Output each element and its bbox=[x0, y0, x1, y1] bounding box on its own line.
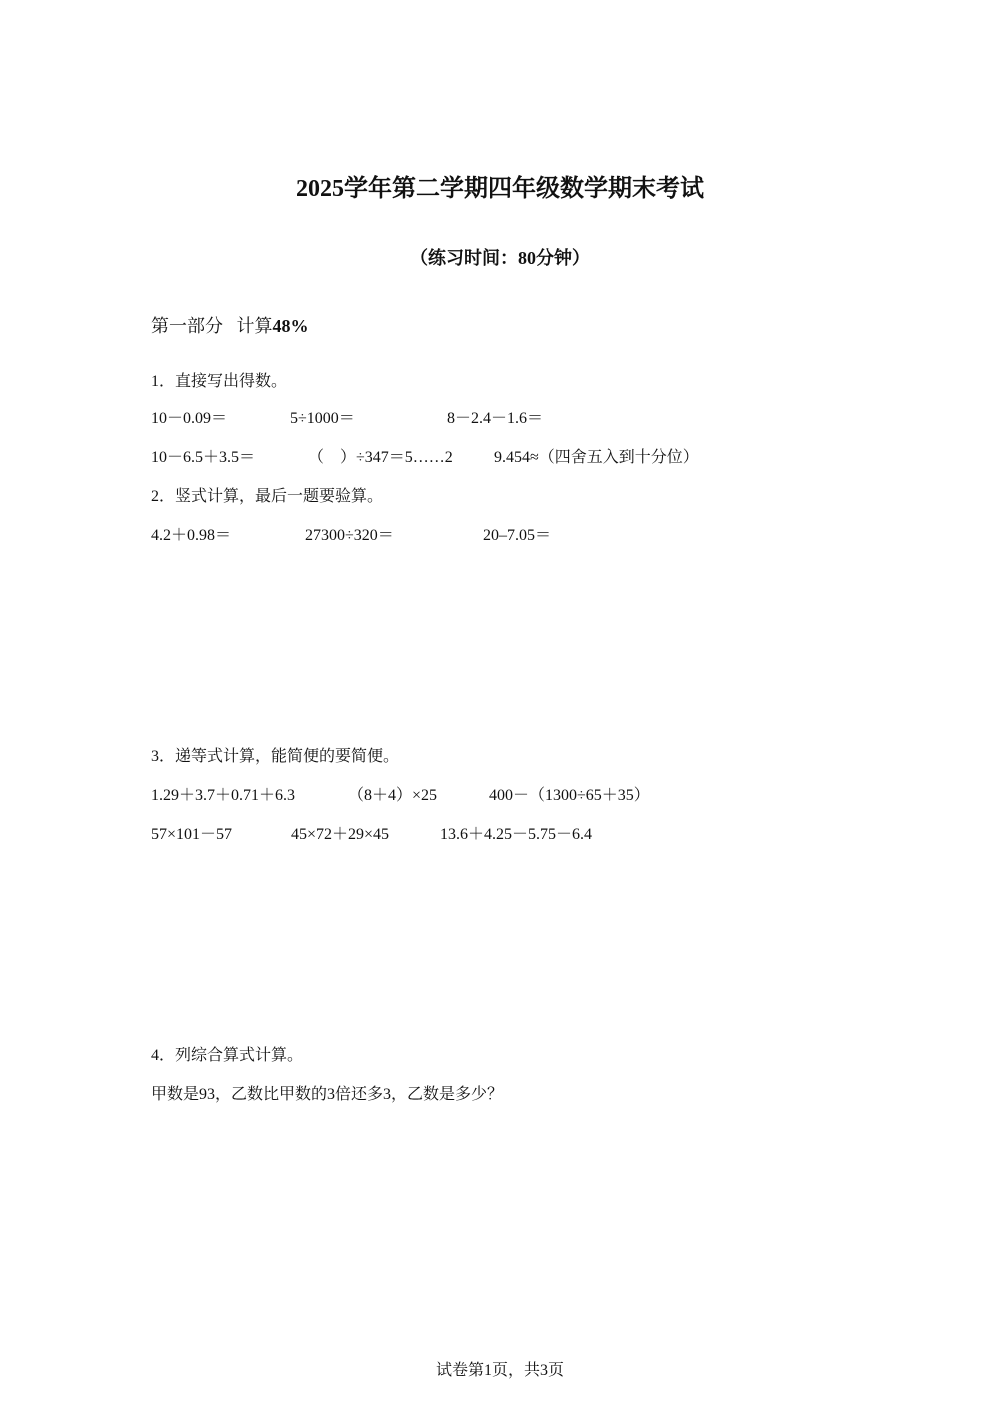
question-1-heading: 1．直接写出得数。 bbox=[151, 373, 288, 390]
q1-expr-5: （ ）÷347＝5……2 bbox=[308, 449, 453, 466]
question-4-heading: 4．列综合算式计算。 bbox=[151, 1047, 304, 1064]
q3-expr-5: 45×72＋29×45 bbox=[291, 826, 390, 843]
section-name: 计算 bbox=[236, 316, 273, 336]
section-label: 第一部分 bbox=[151, 316, 223, 336]
q2-expr-1: 4.2＋0.98＝ bbox=[151, 527, 232, 544]
q3-expr-4: 57×101－57 bbox=[151, 826, 233, 843]
section-heading bbox=[151, 312, 309, 338]
q1-expr-2: 5÷1000＝ bbox=[290, 410, 355, 427]
exam-time-note: （练习时间：80分钟） bbox=[410, 248, 590, 268]
page-footer: 试卷第1页，共3页 bbox=[435, 1362, 564, 1379]
q1-expr-6: 9.454≈（四舍五入到十分位） bbox=[494, 449, 699, 466]
q1-expr-4: 10－6.5＋3.5＝ bbox=[151, 449, 256, 466]
q1-expr-3: 8－2.4－1.6＝ bbox=[447, 410, 544, 427]
q3-expr-2: （8＋4）×25 bbox=[348, 787, 438, 804]
q4-problem: 甲数是93，乙数比甲数的3倍还多3，乙数是多少？ bbox=[151, 1086, 504, 1103]
question-3-heading: 3．递等式计算，能简便的要简便。 bbox=[151, 748, 400, 765]
q2-expr-3: 20–7.05＝ bbox=[483, 527, 552, 544]
q3-expr-1: 1.29＋3.7＋0.71＋6.3 bbox=[151, 787, 296, 804]
question-2-heading: 2．竖式计算，最后一题要验算。 bbox=[151, 488, 384, 505]
q1-expr-1: 10－0.09＝ bbox=[151, 410, 228, 427]
exam-title: 2025学年第二学期四年级数学期末考试 bbox=[296, 176, 704, 202]
q3-expr-6: 13.6＋4.25－5.75－6.4 bbox=[440, 826, 593, 843]
q2-expr-2: 27300÷320＝ bbox=[305, 527, 394, 544]
section-weight: 48% bbox=[272, 316, 309, 336]
q3-expr-3: 400－（1300÷65＋35） bbox=[489, 787, 650, 804]
